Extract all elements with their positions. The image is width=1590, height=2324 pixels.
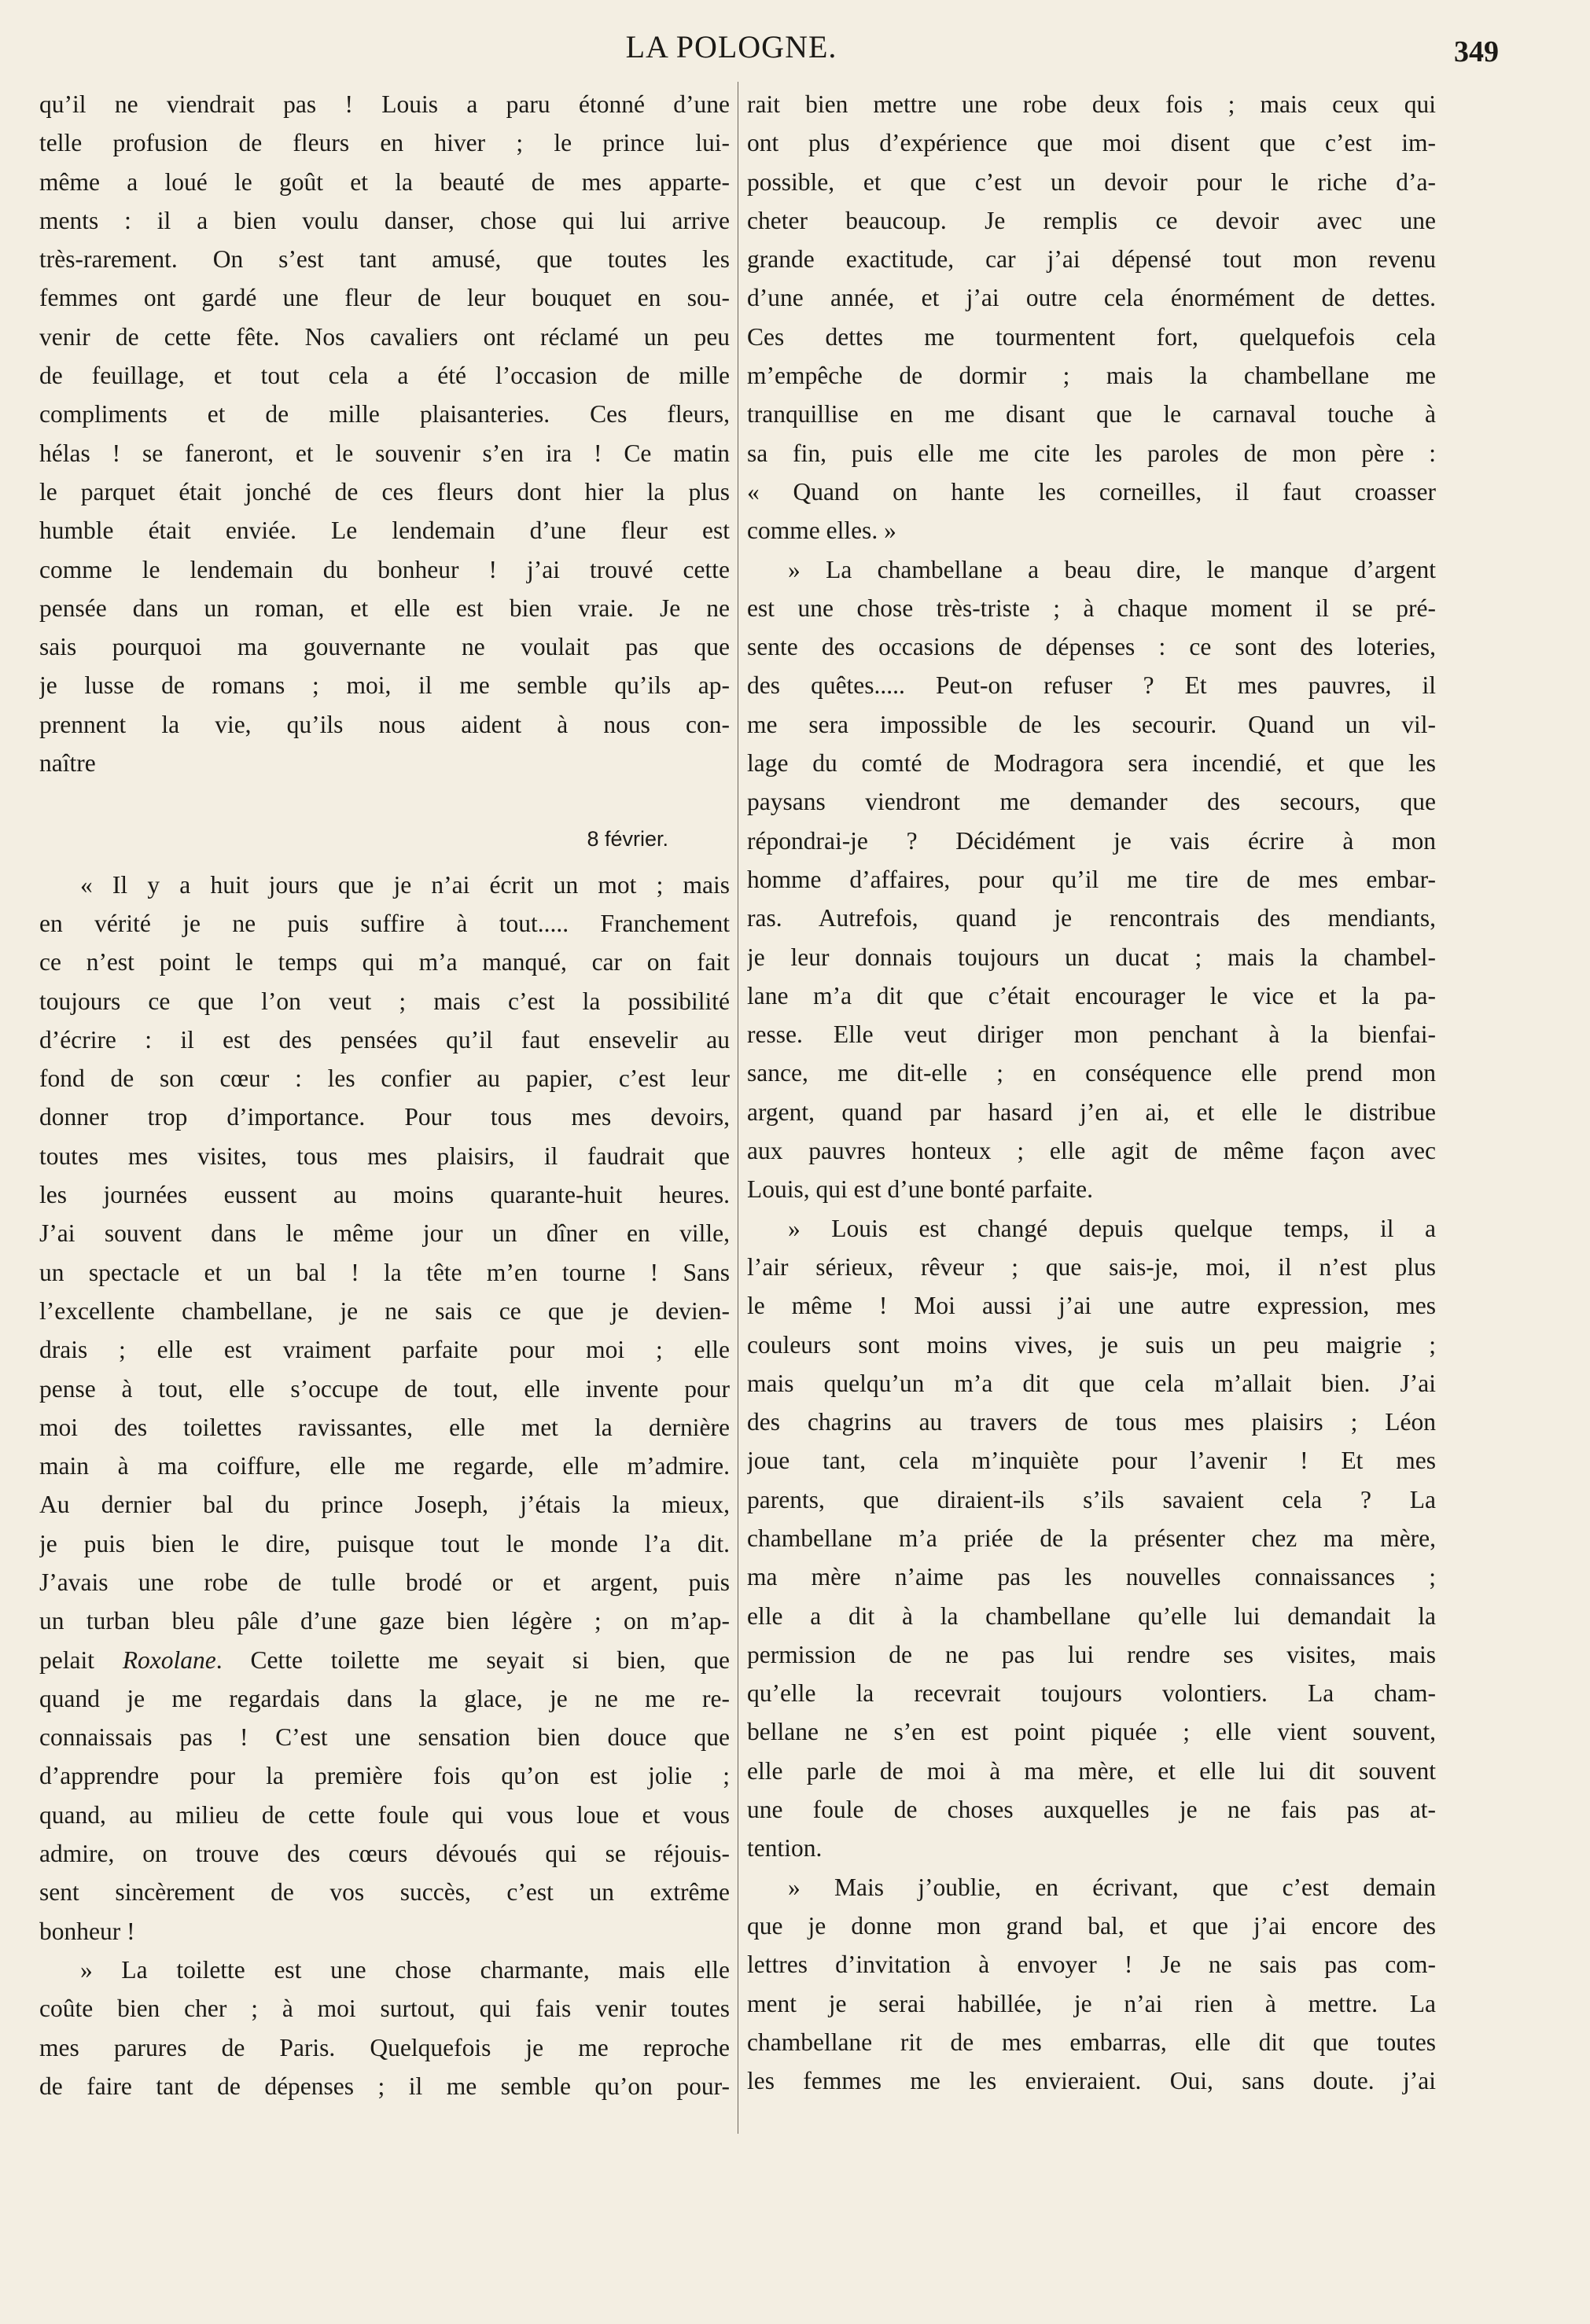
text-line: argent, quand par hasard j’en ai, et elle le distribue <box>747 1098 1436 1126</box>
left-column <box>39 85 730 2105</box>
text-line: me sera impossible de les secourir. Quand un vil- <box>747 710 1436 738</box>
text-line: que je donne mon grand bal, et que j’ai encore des <box>747 1911 1436 1940</box>
text-line: ras. Autrefois, quand je rencontrais des mendiants, <box>747 904 1436 932</box>
text-line: admire, on trouve des cœurs dévoués qui se réjouis- <box>39 1840 730 1868</box>
text-line: bonheur ! <box>39 1917 135 1945</box>
right-column <box>747 85 1436 2100</box>
text-line: sent sincèrement de vos succès, c’est un extrême <box>39 1878 730 1907</box>
text-line: d’écrire : il est des pensées qu’il faut ensevelir au <box>39 1025 730 1054</box>
text-line: « Il y a huit jours que je n’ai écrit un mot ; mais <box>80 870 730 899</box>
text-line: J’avais une robe de tulle brodé or et argent, puis <box>39 1568 730 1596</box>
text-line: répondrai-je ? Décidément je vais écrire à mon <box>747 826 1436 855</box>
text-line: je leur donnais toujours un ducat ; mais la chambel- <box>747 943 1436 971</box>
text-line: chambellane rit de mes embarras, elle dit que toutes <box>747 2028 1436 2056</box>
text-line: parents, que diraient-ils s’ils savaient cela ? La <box>747 1485 1436 1513</box>
text-line: qu’il ne viendrait pas ! Louis a paru étonné d’une <box>39 90 730 118</box>
text-line: je puis bien le dire, puisque tout le monde l’a dit. <box>39 1529 730 1557</box>
text-line: aux pauvres honteux ; elle agit de même façon avec <box>747 1137 1436 1165</box>
text-line: hélas ! se faneront, et le souvenir s’en ira ! Ce matin <box>39 439 730 467</box>
text-line: couleurs sont moins vives, je suis un peu maigrie ; <box>747 1330 1436 1359</box>
text-line: quand je me regardais dans la glace, je ne me re- <box>39 1684 730 1712</box>
text-line: ma mère n’aime pas les nouvelles connaissances ; <box>747 1563 1436 1591</box>
text-line: tention. <box>747 1834 823 1863</box>
text-line: d’apprendre pour la première fois qu’on est jolie ; <box>39 1762 730 1790</box>
text-line: lettres d’invitation à envoyer ! Je ne sais pas com- <box>747 1951 1436 1979</box>
text-line: mais quelqu’un m’a dit que cela m’allait bien. J’ai <box>747 1369 1436 1397</box>
text-line: compliments et de mille plaisanteries. Ces fleurs, <box>39 400 730 428</box>
text-line: humble était enviée. Le lendemain d’une fleur est <box>39 517 730 545</box>
text-line: Au dernier bal du prince Joseph, j’étais la mieux, <box>39 1491 730 1519</box>
text-line: lane m’a dit que c’était encourager le vice et la pa- <box>747 981 1436 1009</box>
text-line: tranquillise en me disant que le carnaval touche à <box>747 400 1436 428</box>
text-line: ment je serai habillée, je n’ai rien à mettre. La <box>747 1989 1436 2017</box>
text-line: » Mais j’oublie, en écrivant, que c’est demain <box>788 1873 1436 1901</box>
paragraph <box>747 1209 1436 1868</box>
text-line: coûte bien cher ; à moi surtout, qui fais venir toutes <box>39 1995 730 2023</box>
text-line: le même ! Moi aussi j’ai une autre expression, mes <box>747 1292 1436 1320</box>
text-line: ce n’est point le temps qui m’a manqué, car on fait <box>39 948 730 976</box>
page-number: 349 <box>1454 35 1499 68</box>
text-line: homme d’affaires, pour qu’il me tire de mes embar- <box>747 865 1436 893</box>
text-line: chambellane m’a priée de la présenter chez ma mère, <box>747 1524 1436 1552</box>
text-line: connaissais pas ! C’est une sensation bien douce que <box>39 1723 730 1752</box>
text-line: l’air sérieux, rêveur ; que sais-je, moi, il n’est plus <box>747 1252 1436 1281</box>
text-line: sance, me dit-elle ; en conséquence elle prend mon <box>747 1059 1436 1087</box>
text-line: les journées eussent au moins quarante-huit heures. <box>39 1181 730 1209</box>
text-line: sente des occasions de dépenses : ce sont des loteries, <box>747 633 1436 661</box>
text-line: Louis, qui est d’une bonté parfaite. <box>747 1175 1094 1204</box>
text-line: toutes mes visites, tous mes plaisirs, il faudrait que <box>39 1142 730 1170</box>
text-line: elle parle de moi à ma mère, et elle lui dit souvent <box>747 1756 1436 1785</box>
text-line: m’empêche de dormir ; mais la chambellane me <box>747 362 1436 390</box>
text-line: prennent la vie, qu’ils nous aident à nous con- <box>39 710 730 738</box>
text-line: « Quand on hante les corneilles, il faut croasser <box>747 477 1436 506</box>
text-line: quand, au milieu de cette foule qui vous loue et vous <box>39 1800 730 1829</box>
text-line: resse. Elle veut diriger mon penchant à la bienfai- <box>747 1020 1436 1049</box>
text-line: de faire tant de dépenses ; il me semble qu’on pour- <box>39 2072 730 2100</box>
text-line: mes parures de Paris. Quelquefois je me reproche <box>39 2033 730 2061</box>
text-line <box>39 1641 730 1679</box>
text-line: même a loué le goût et la beauté de mes apparte- <box>39 167 730 196</box>
text-line: naître <box>39 749 96 778</box>
paragraph <box>39 1951 730 2105</box>
text-line: » La chambellane a beau dire, le manque d’argent <box>788 555 1436 583</box>
text-line: elle a dit à la chambellane qu’elle lui demandait la <box>747 1601 1436 1630</box>
text-line: ments : il a bien voulu danser, chose qui lui arrive <box>39 206 730 234</box>
text-line: de feuillage, et tout cela a été l’occasion de mille <box>39 362 730 390</box>
text-line: très-rarement. On s’est tant amusé, que toutes les <box>39 245 730 274</box>
text-line: comme elles. » <box>747 517 896 545</box>
text-line: lage du comté de Modragora sera incendié, et que les <box>747 749 1436 778</box>
text-line: sa fin, puis elle me cite les paroles de mon père : <box>747 439 1436 467</box>
text-line: bellane ne s’en est point piquée ; elle vient souvent, <box>747 1718 1436 1746</box>
paragraph <box>39 866 730 1951</box>
text-line: paysans viendront me demander des secours, que <box>747 788 1436 816</box>
text-line: cheter beaucoup. Je remplis ce devoir avec une <box>747 206 1436 234</box>
text-line: comme le lendemain du bonheur ! j’ai trouvé cette <box>39 555 730 583</box>
text-line: » La toilette est une chose charmante, mais elle <box>80 1955 730 1984</box>
text-line: grande exactitude, car j’ai dépensé tout mon revenu <box>747 245 1436 274</box>
text-line: le parquet était jonché de ces fleurs dont hier la plus <box>39 477 730 506</box>
paragraph <box>747 85 1436 550</box>
dateline: 8 février. <box>587 827 668 851</box>
paragraph <box>747 550 1436 1209</box>
text-line: les femmes me les envieraient. Oui, sans doute. j’ai <box>747 2067 1436 2095</box>
paragraph <box>39 85 730 782</box>
text-line: fond de son cœur : les confier au papier, c’est leur <box>39 1065 730 1093</box>
text-line: qu’elle la recevrait toujours volontiers. La cham- <box>747 1679 1436 1708</box>
text-line: d’une année, et j’ai outre cela énormément de dettes. <box>747 284 1436 312</box>
text-run: pelait <box>39 1646 123 1674</box>
text-line: » Louis est changé depuis quelque temps, il a <box>788 1214 1436 1242</box>
text-line: un spectacle et un bal ! la tête m’en tourne ! Sans <box>39 1258 730 1286</box>
text-line: toujours ce que l’on veut ; mais c’est la possibilité <box>39 987 730 1015</box>
text-line: possible, et que c’est un devoir pour le riche d’a- <box>747 167 1436 196</box>
text-line: une foule de choses auxquelles je ne fais pas at- <box>747 1796 1436 1824</box>
text-line: telle profusion de fleurs en hiver ; le prince lui- <box>39 129 730 157</box>
text-line: main à ma coiffure, elle me regarde, elle m’admire. <box>39 1452 730 1480</box>
text-line: rait bien mettre une robe deux fois ; mais ceux qui <box>747 90 1436 118</box>
text-line: joue tant, cela m’inquiète pour l’avenir ! Et mes <box>747 1447 1436 1475</box>
text-run: . Cette toilette me seyait si bien, que <box>215 1646 730 1674</box>
text-line: permission de ne pas lui rendre ses visites, mais <box>747 1640 1436 1668</box>
text-line: donner trop d’importance. Pour tous mes devoirs, <box>39 1103 730 1131</box>
running-title: LA POLOGNE. <box>625 29 837 64</box>
italic-name: Roxolane <box>122 1646 216 1674</box>
text-line: J’ai souvent dans le même jour un dîner en ville, <box>39 1219 730 1248</box>
text-line: pensée dans un roman, et elle est bien vraie. Je ne <box>39 594 730 622</box>
text-line: est une chose très-triste ; à chaque moment il se pré- <box>747 594 1436 622</box>
text-line: Ces dettes me tourmentent fort, quelquefois cela <box>747 322 1436 351</box>
text-line: en vérité je ne puis suffire à tout..... Franchement <box>39 909 730 937</box>
text-line: femmes ont gardé une fleur de leur bouquet en sou- <box>39 284 730 312</box>
text-line: des quêtes..... Peut-on refuser ? Et mes pauvres, il <box>747 671 1436 700</box>
text-line: l’excellente chambellane, je ne sais ce que je devien- <box>39 1296 730 1325</box>
text-line: je lusse de romans ; moi, il me semble qu’ils ap- <box>39 671 730 700</box>
text-line: drais ; elle est vraiment parfaite pour moi ; elle <box>39 1336 730 1364</box>
text-line: venir de cette fête. Nos cavaliers ont réclamé un peu <box>39 322 730 351</box>
text-line: pense à tout, elle s’occupe de tout, elle invente pour <box>39 1374 730 1403</box>
paragraph <box>747 1868 1436 2101</box>
text-line: moi des toilettes ravissantes, elle met la dernière <box>39 1413 730 1441</box>
text-line: ont plus d’expérience que moi disent que c’est im- <box>747 129 1436 157</box>
text-line: des chagrins au travers de tous mes plaisirs ; Léon <box>747 1408 1436 1436</box>
text-line: un turban bleu pâle d’une gaze bien légère ; on m’ap- <box>39 1607 730 1635</box>
text-line: sais pourquoi ma gouvernante ne voulait pas que <box>39 633 730 661</box>
